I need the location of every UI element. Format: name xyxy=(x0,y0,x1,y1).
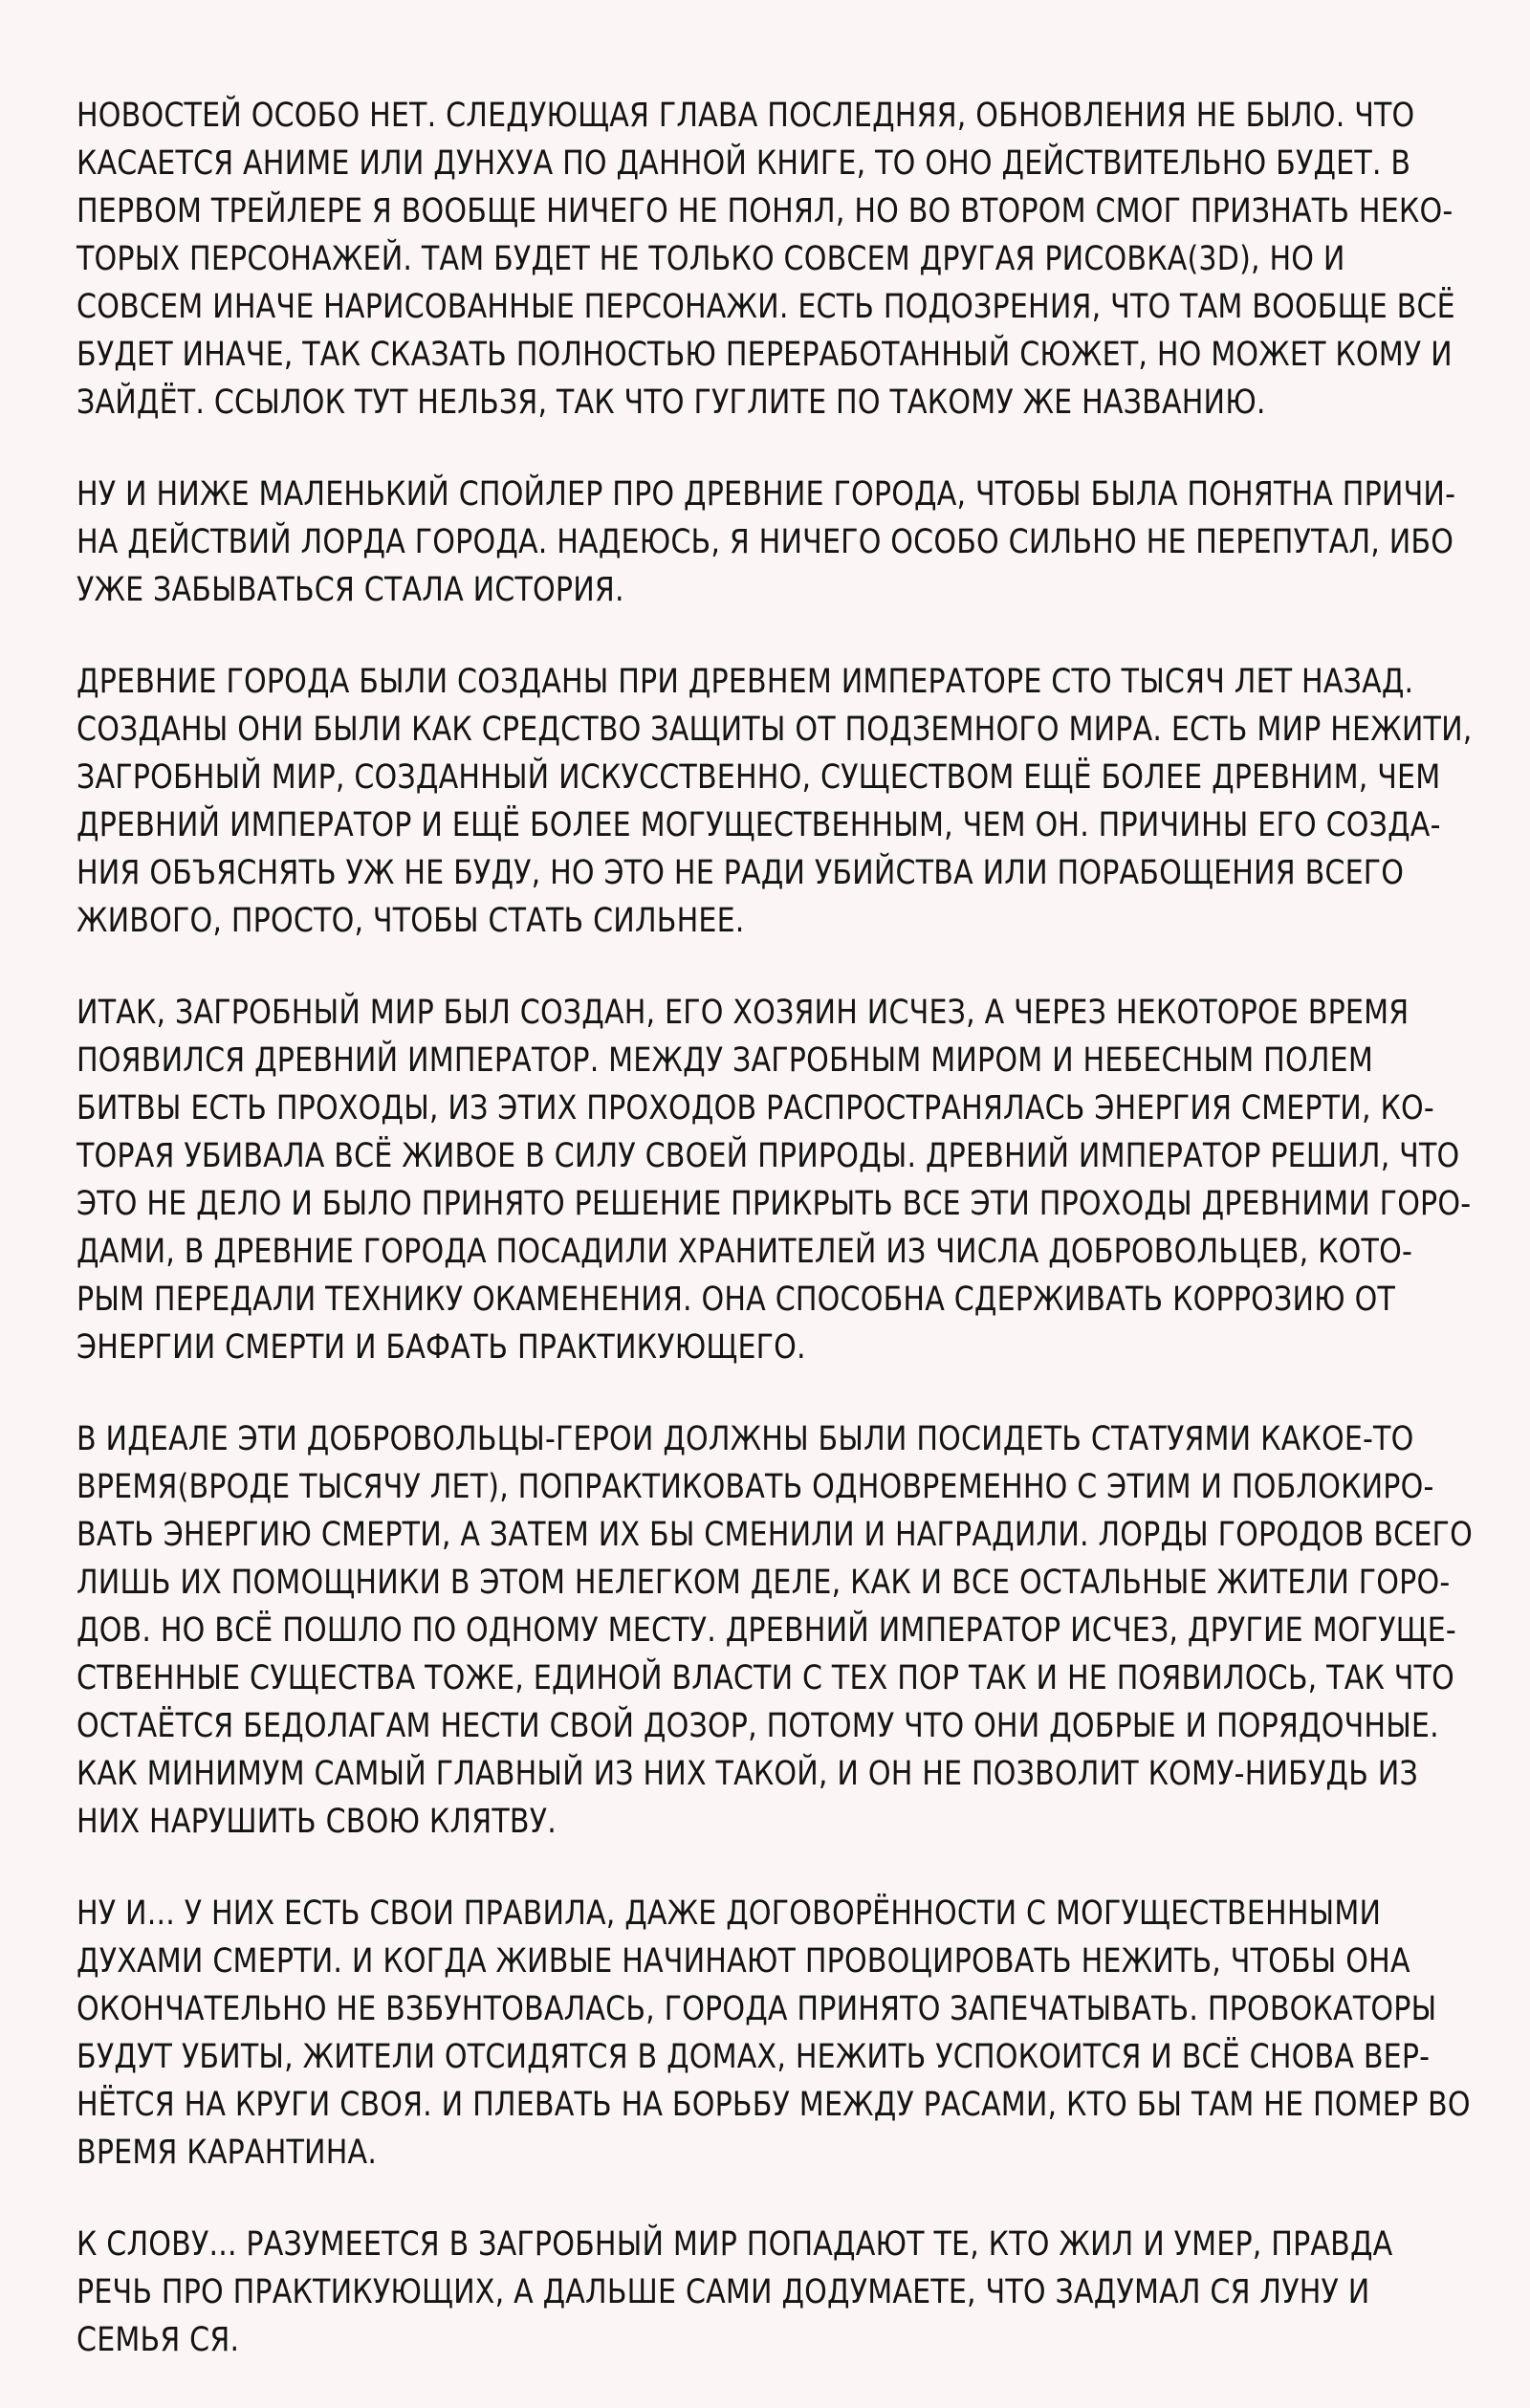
text-line: СОЗДАНЫ ОНИ БЫЛИ КАК СРЕДСТВО ЗАЩИТЫ ОТ ПОДЗЕМНОГО МИРА. ЕСТЬ МИР НЕЖИТИ, xyxy=(76,711,1473,749)
paragraph-ancient-cities xyxy=(76,658,1473,945)
paragraph-underworld xyxy=(76,989,1472,1371)
text-line: БУДУТ УБИТЫ, ЖИТЕЛИ ОТСИДЯТСЯ В ДОМАХ, НЕЖИТЬ УСПОКОИТСЯ И ВСЁ СНОВА ВЕР- xyxy=(76,2038,1431,2076)
text-line: НУ И НИЖЕ МАЛЕНЬКИЙ СПОЙЛЕР ПРО ДРЕВНИЕ ГОРОДА, ЧТОБЫ БЫЛА ПОНЯТНА ПРИЧИ- xyxy=(76,475,1456,514)
paragraph-news xyxy=(76,92,1463,427)
text-line: ЛИШЬ ИХ ПОМОЩНИКИ В ЭТОМ НЕЛЕГКОМ ДЕЛЕ, КАК И ВСЕ ОСТАЛЬНЫЕ ЖИТЕЛИ ГОРО- xyxy=(76,1564,1451,1602)
text-line: РЫМ ПЕРЕДАЛИ ТЕХНИКУ ОКАМЕНЕНИЯ. ОНА СПОСОБНА СДЕРЖИВАТЬ КОРРОЗИЮ ОТ xyxy=(76,1281,1396,1319)
text-line: СТВЕННЫЕ СУЩЕСТВА ТОЖЕ, ЕДИНОЙ ВЛАСТИ С ТЕХ ПОР ТАК И НЕ ПОЯВИЛОСЬ, ТАК ЧТО xyxy=(76,1659,1454,1697)
text-line: ДРЕВНИЙ ИМПЕРАТОР И ЕЩЁ БОЛЕЕ МОГУЩЕСТВЕННЫМ, ЧЕМ ОН. ПРИЧИНЫ ЕГО СОЗДА- xyxy=(76,806,1441,844)
text-line: ИТАК, ЗАГРОБНЫЙ МИР БЫЛ СОЗДАН, ЕГО ХОЗЯИН ИСЧЕЗ, А ЧЕРЕЗ НЕКОТОРОЕ ВРЕМЯ xyxy=(76,994,1410,1032)
paragraph-closing xyxy=(76,2221,1463,2364)
text-line: ДАМИ, В ДРЕВНИЕ ГОРОДА ПОСАДИЛИ ХРАНИТЕЛЕЙ ИЗ ЧИСЛА ДОБРОВОЛЬЦЕВ, КОТО- xyxy=(76,1233,1412,1271)
text-line: ЭТО НЕ ДЕЛО И БЫЛО ПРИНЯТО РЕШЕНИЕ ПРИКРЫТЬ ВСЕ ЭТИ ПРОХОДЫ ДРЕВНИМИ ГОРО- xyxy=(76,1185,1472,1223)
text-line: ВРЕМЯ КАРАНТИНА. xyxy=(76,2134,378,2172)
text-line: НИХ НАРУШИТЬ СВОЮ КЛЯТВУ. xyxy=(76,1803,557,1841)
text-line: ЗАЙДЁТ. ССЫЛОК ТУТ НЕЛЬЗЯ, ТАК ЧТО ГУГЛИТЕ ПО ТАКОМУ ЖЕ НАЗВАНИЮ. xyxy=(76,383,1266,422)
text-line: ПЕРВОМ ТРЕЙЛЕРЕ Я ВООБЩЕ НИЧЕГО НЕ ПОНЯЛ, НО ВО ВТОРОМ СМОГ ПРИЗНАТЬ НЕКО- xyxy=(76,192,1454,230)
text-line: НОВОСТЕЙ ОСОБО НЕТ. СЛЕДУЮЩАЯ ГЛАВА ПОСЛЕДНЯЯ, ОБНОВЛЕНИЯ НЕ БЫЛО. ЧТО xyxy=(76,97,1415,135)
text-line: НУ И... У НИХ ЕСТЬ СВОИ ПРАВИЛА, ДАЖЕ ДОГОВОРЁННОСТИ С МОГУЩЕСТВЕННЫМИ xyxy=(76,1894,1382,1933)
paragraph-rules xyxy=(76,1890,1471,2177)
text-line: ПОЯВИЛСЯ ДРЕВНИЙ ИМПЕРАТОР. МЕЖДУ ЗАГРОБНЫМ МИРОМ И НЕБЕСНЫМ ПОЛЕМ xyxy=(76,1041,1373,1080)
text-line: СОВСЕМ ИНАЧЕ НАРИСОВАННЫЕ ПЕРСОНАЖИ. ЕСТЬ ПОДОЗРЕНИЯ, ЧТО ТАМ ВООБЩЕ ВСЁ xyxy=(76,288,1455,326)
text-line: ТОРЫХ ПЕРСОНАЖЕЙ. ТАМ БУДЕТ НЕ ТОЛЬКО СОВСЕМ ДРУГАЯ РИСОВКА(3D), НО И xyxy=(76,240,1345,278)
text-line: ДОВ. НО ВСЁ ПОШЛО ПО ОДНОМУ МЕСТУ. ДРЕВНИЙ ИМПЕРАТОР ИСЧЕЗ, ДРУГИЕ МОГУЩЕ- xyxy=(76,1611,1456,1650)
text-line: ВРЕМЯ(ВРОДЕ ТЫСЯЧУ ЛЕТ), ПОПРАКТИКОВАТЬ ОДНОВРЕМЕННО С ЭТИМ И ПОБЛОКИРО- xyxy=(76,1468,1434,1506)
text-line: СЕМЬЯ СЯ. xyxy=(76,2321,240,2359)
text-line: ЭНЕРГИИ СМЕРТИ И БАФАТЬ ПРАКТИКУЮЩЕГО. xyxy=(76,1328,806,1367)
text-line: НА ДЕЙСТВИЙ ЛОРДА ГОРОДА. НАДЕЮСЬ, Я НИЧЕГО ОСОБО СИЛЬНО НЕ ПЕРЕПУТАЛ, ИБО xyxy=(76,523,1454,561)
text-line: ДУХАМИ СМЕРТИ. И КОГДА ЖИВЫЕ НАЧИНАЮТ ПРОВОЦИРОВАТЬ НЕЖИТЬ, ЧТОБЫ ОНА xyxy=(76,1942,1410,1981)
text-line: ОСТАЁТСЯ БЕДОЛАГАМ НЕСТИ СВОЙ ДОЗОР, ПОТОМУ ЧТО ОНИ ДОБРЫЕ И ПОРЯДОЧНЫЕ. xyxy=(76,1707,1439,1745)
text-line: УЖЕ ЗАБЫВАТЬСЯ СТАЛА ИСТОРИЯ. xyxy=(76,571,624,609)
text-line: ВАТЬ ЭНЕРГИЮ СМЕРТИ, А ЗАТЕМ ИХ БЫ СМЕНИЛИ И НАГРАДИЛИ. ЛОРДЫ ГОРОДОВ ВСЕГО xyxy=(76,1516,1473,1554)
text-line: ОКОНЧАТЕЛЬНО НЕ ВЗБУНТОВАЛАСЬ, ГОРОДА ПРИНЯТО ЗАПЕЧАТЫВАТЬ. ПРОВОКАТОРЫ xyxy=(76,1990,1437,2028)
text-line: ЖИВОГО, ПРОСТО, ЧТОБЫ СТАТЬ СИЛЬНЕЕ. xyxy=(76,902,745,940)
text-line: РЕЧЬ ПРО ПРАКТИКУЮЩИХ, А ДАЛЬШЕ САМИ ДОДУМАЕТЕ, ЧТО ЗАДУМАЛ СЯ ЛУНУ И xyxy=(76,2273,1370,2311)
text-line: ЗАГРОБНЫЙ МИР, СОЗДАННЫЙ ИСКУССТВЕННО, СУЩЕСТВОМ ЕЩЁ БОЛЕЕ ДРЕВНИМ, ЧЕМ xyxy=(76,758,1441,797)
paragraph-volunteers xyxy=(76,1415,1473,1846)
text-line: ТОРАЯ УБИВАЛА ВСЁ ЖИВОЕ В СИЛУ СВОЕЙ ПРИРОДЫ. ДРЕВНИЙ ИМПЕРАТОР РЕШИЛ, ЧТО xyxy=(76,1137,1460,1175)
text-line: КАК МИНИМУМ САМЫЙ ГЛАВНЫЙ ИЗ НИХ ТАКОЙ, И ОН НЕ ПОЗВОЛИТ КОМУ-НИБУДЬ ИЗ xyxy=(76,1755,1418,1793)
text-line: БУДЕТ ИНАЧЕ, ТАК СКАЗАТЬ ПОЛНОСТЬЮ ПЕРЕРАБОТАННЫЙ СЮЖЕТ, НО МОЖЕТ КОМУ И xyxy=(76,336,1453,374)
paragraph-spoiler-intro xyxy=(76,471,1463,614)
text-line: В ИДЕАЛЕ ЭТИ ДОБРОВОЛЬЦЫ-ГЕРОИ ДОЛЖНЫ БЫЛИ ПОСИДЕТЬ СТАТУЯМИ КАКОЕ-ТО xyxy=(76,1420,1414,1458)
text-line: К СЛОВУ... РАЗУМЕЕТСЯ В ЗАГРОБНЫЙ МИР ПОПАДАЮТ ТЕ, КТО ЖИЛ И УМЕР, ПРАВДА xyxy=(76,2225,1393,2264)
text-line: ДРЕВНИЕ ГОРОДА БЫЛИ СОЗДАНЫ ПРИ ДРЕВНЕМ ИМПЕРАТОРЕ СТО ТЫСЯЧ ЛЕТ НАЗАД. xyxy=(76,663,1414,701)
text-line: НИЯ ОБЪЯСНЯТЬ УЖ НЕ БУДУ, НО ЭТО НЕ РАДИ УБИЙСТВА ИЛИ ПОРАБОЩЕНИЯ ВСЕГО xyxy=(76,854,1405,892)
translator-note xyxy=(76,92,1473,2408)
text-line: НЁТСЯ НА КРУГИ СВОЯ. И ПЛЕВАТЬ НА БОРЬБУ МЕЖДУ РАСАМИ, КТО БЫ ТАМ НЕ ПОМЕР ВО xyxy=(76,2086,1471,2124)
text-line: БИТВЫ ЕСТЬ ПРОХОДЫ, ИЗ ЭТИХ ПРОХОДОВ РАСПРОСТРАНЯЛАСЬ ЭНЕРГИЯ СМЕРТИ, КО- xyxy=(76,1089,1434,1127)
text-line: КАСАЕТСЯ АНИМЕ ИЛИ ДУНХУА ПО ДАННОЙ КНИГЕ, ТО ОНО ДЕЙСТВИТЕЛЬНО БУДЕТ. В xyxy=(76,144,1411,183)
